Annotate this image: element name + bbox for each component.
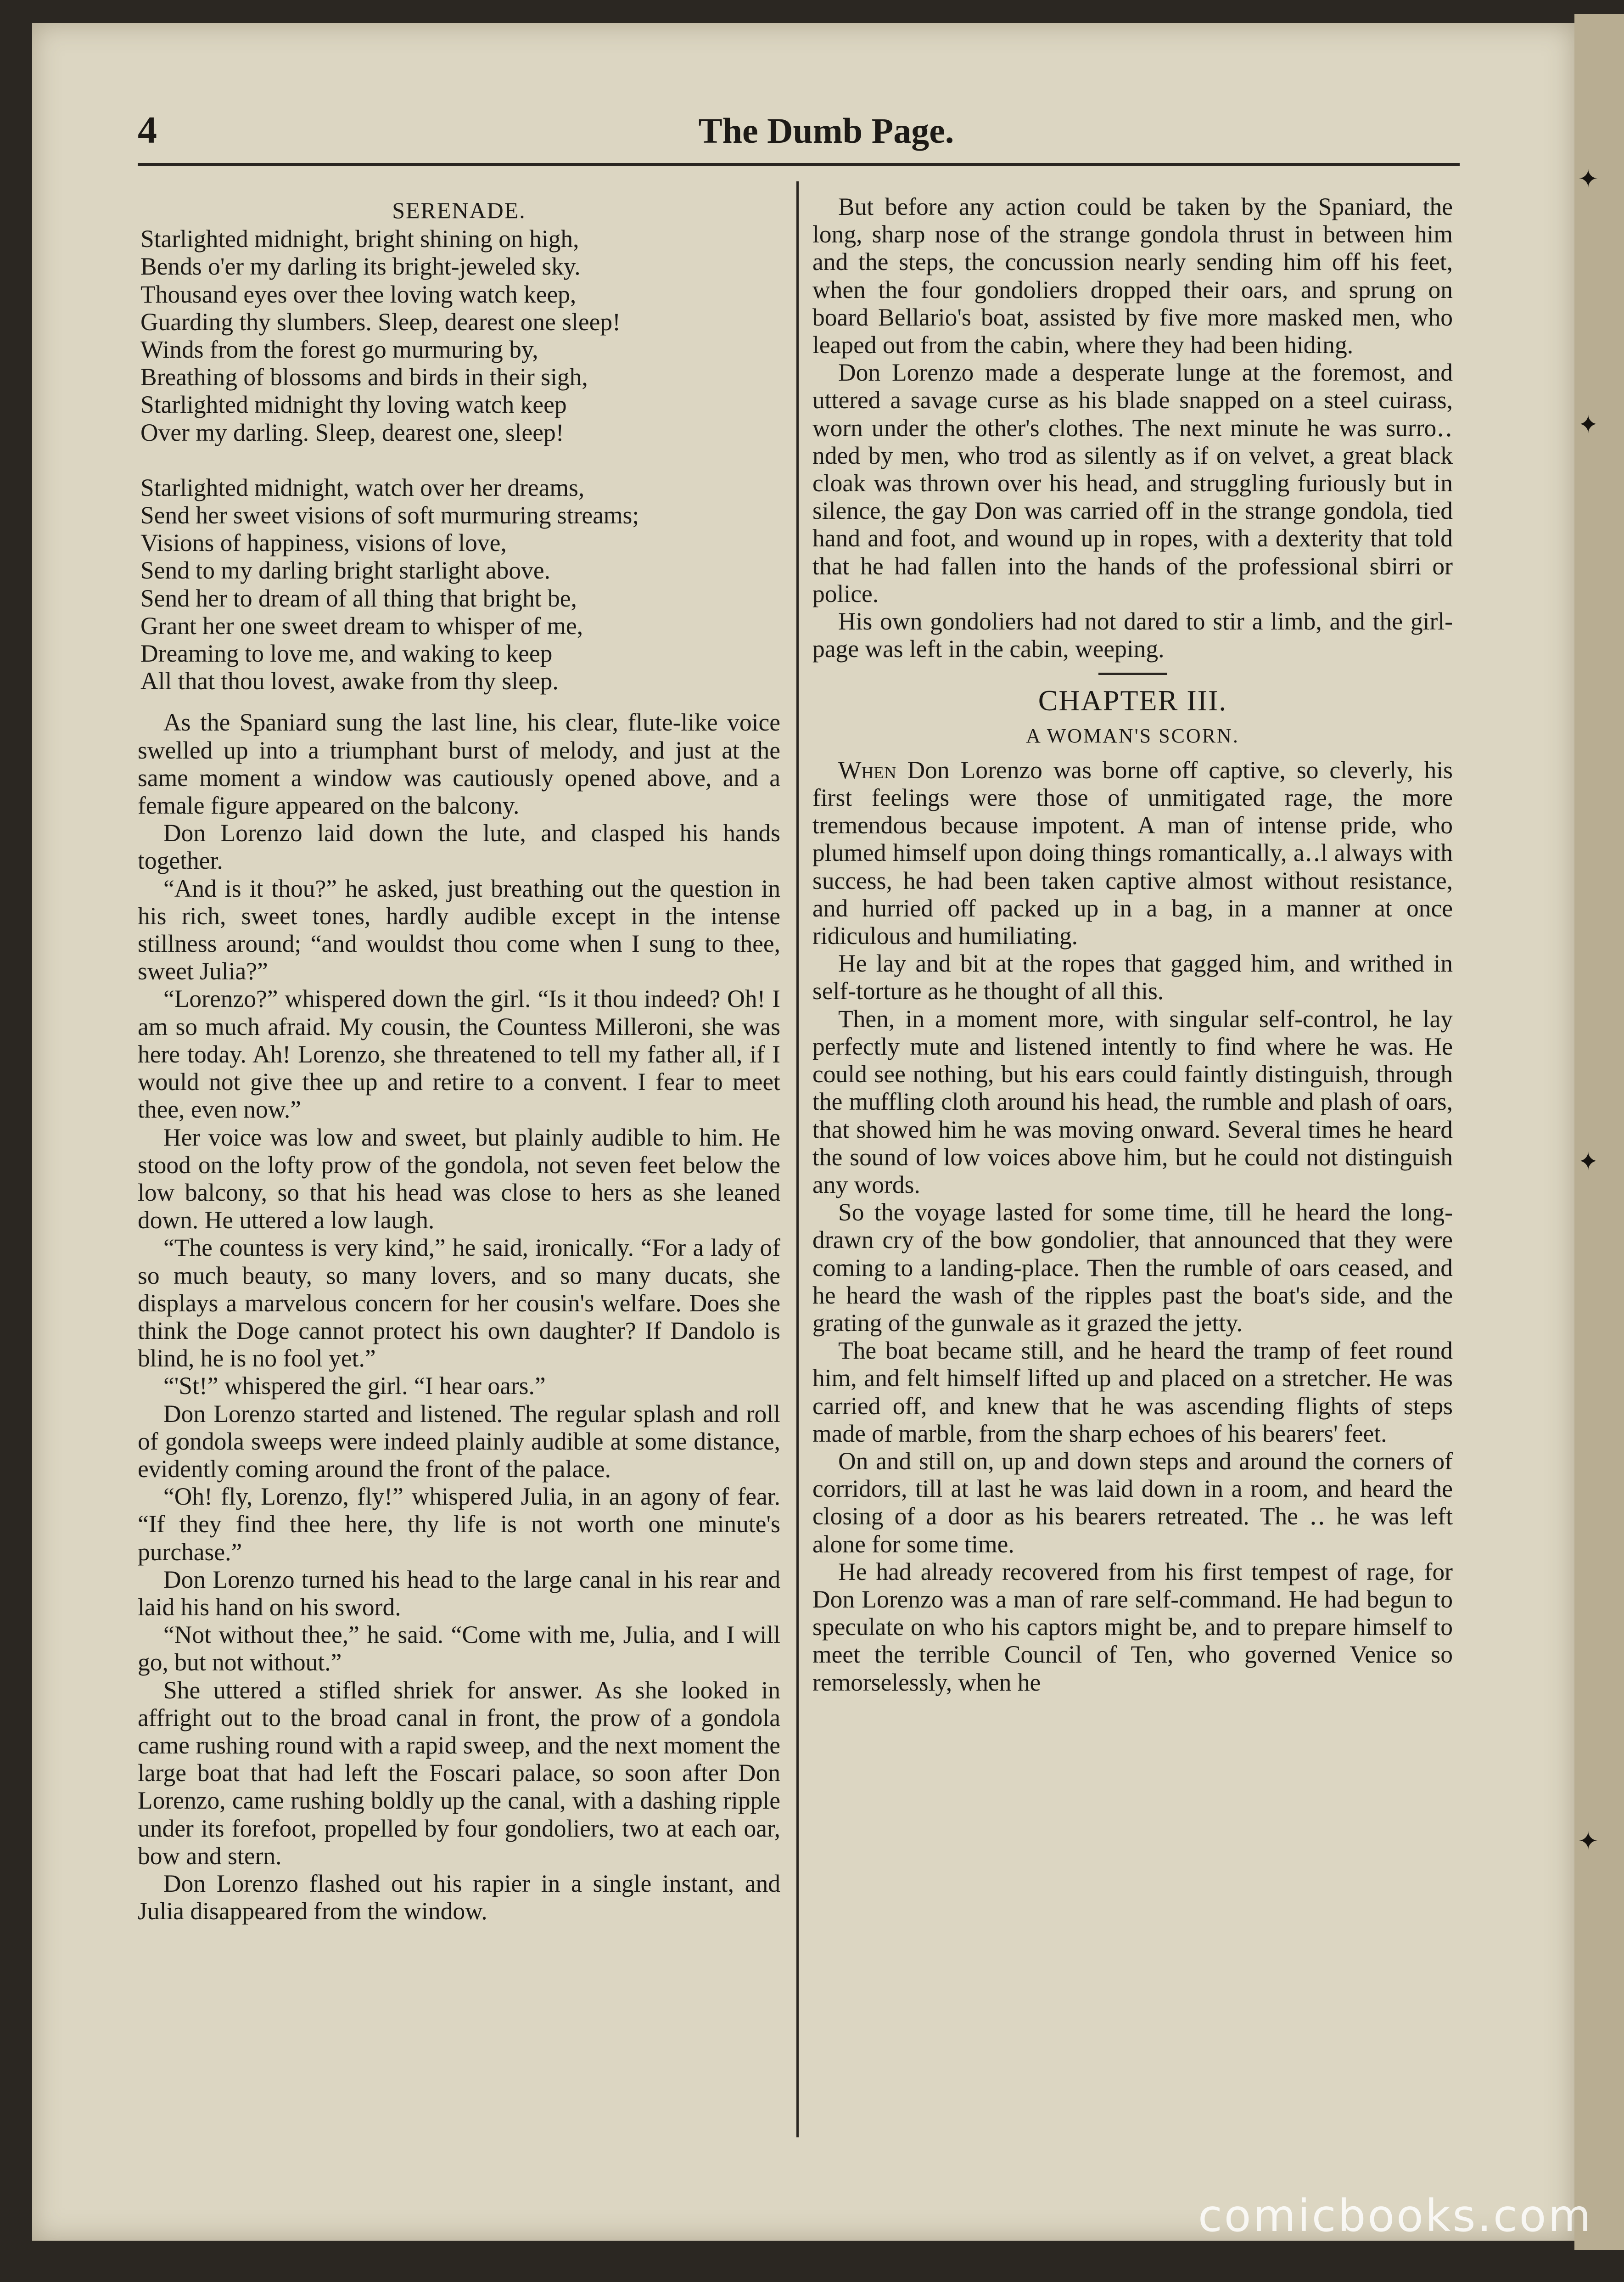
verse-line: All that thou lovest, awake from thy sleep. (140, 667, 559, 695)
verse-line: Send her sweet visions of soft murmuring streams; (140, 501, 639, 529)
verse-line: Grant her one sweet dream to whisper of me, (140, 612, 583, 640)
story-paragraph: “Oh! fly, Lorenzo, fly!” whispered Julia, in an agony of fear. “If they find thee here, thy life is not worth one minute's purchase.” (138, 1483, 780, 1566)
right-column (812, 193, 1453, 2130)
verse-line: Guarding thy slumbers. Sleep, dearest one sleep! (140, 308, 621, 336)
site-watermark: comicbooks.com (1198, 2190, 1593, 2242)
verse-line: Starlighted midnight, bright shining on high, (140, 225, 579, 253)
story-paragraph: “'St!” whispered the girl. “I hear oars.” (163, 1372, 546, 1400)
verse-line: Send to my darling bright starlight above. (140, 556, 551, 585)
paragraph-text: Don Lorenzo was borne off captive, so cleverly, his first feelings were those of unmitigated rage, the more tremendous because impotent. A man of intense pride, who plumed himself upon doing things romantically, a‥l always with success, he had been taken captive almost without resistance, and hurried off packed up in a bag, in a manner at once ridiculous and humiliating. (812, 756, 1453, 950)
verse-line: Starlighted midnight thy loving watch keep (140, 391, 567, 419)
chapter-subtitle: A WOMAN'S SCORN. (1026, 724, 1239, 747)
story-paragraph: She uttered a stifled shriek for answer. As she looked in affright out to the broad canal in front, the prow of a gondola came rushing round with a rapid sweep, and the next moment the large boat that had left the Foscari palace, so soon after Don Lorenzo, came rushing boldly up the canal, with a dashing ripple under its forefoot, propelled by four gondoliers, two at each oar, bow and stern. (138, 1676, 780, 1870)
binding-stitch: ✦ (1578, 1827, 1599, 1855)
story-paragraph: Her voice was low and sweet, but plainly audible to him. He stood on the lofty prow of the gondola, not seven feet below the low balcony, so that his head was close to hers as she leaned down. He uttered a low laugh. (138, 1123, 780, 1234)
chapter-heading: CHAPTER III. (1038, 684, 1227, 717)
story-paragraph: “Not without thee,” he said. “Come with me, Julia, and I will go, but not without.” (138, 1621, 780, 1676)
verse-line: Bends o'er my darling its bright-jeweled sky. (140, 253, 581, 281)
verse-line: Winds from the forest go murmuring by, (140, 336, 538, 364)
story-paragraph: Don Lorenzo made a desperate lunge at the foremost, and uttered a savage curse as his blade snapped on a steel cuirass, worn under the other's clothes. The next minute he was surro‥nded by men, who trod as silently as if on velvet, a great black cloak was thrown over his head, and struggling furiously but in silence, the gay Don was carried off in the strange gondola, tied hand and foot, and wound up in ropes, with a dexterity that told that he had fallen into the hands of the professional sbirri or police. (812, 359, 1453, 607)
poem (138, 197, 780, 695)
story-paragraph: But before any action could be taken by the Spaniard, the long, sharp nose of the strange gondola thrust in between him and the steps, the concussion nearly sending him off his feet, when the four gondoliers dropped their oars, and sprung on board Bellario's boat, assisted by five more masked men, who leaped out from the cabin, where they had been hiding. (812, 193, 1453, 359)
story-paragraph: He lay and bit at the ropes that gagged him, and writhed in self-torture as he thought of all this. (812, 950, 1453, 1005)
verse-line: Thousand eyes over thee loving watch keep, (140, 280, 577, 308)
story-paragraph (812, 756, 1453, 950)
story-paragraph: As the Spaniard sung the last line, his clear, flute-like voice swelled up into a triumphant burst of melody, and just at the same moment a window was cautiously opened above, and a female figure appeared on the balcony. (138, 708, 780, 820)
section-rule (1098, 673, 1167, 675)
binding-edge (1574, 14, 1624, 2250)
page-number: 4 (138, 109, 157, 152)
story-paragraph: “The countess is very kind,” he said, ironically. “For a lady of so much beauty, so many lovers, and so many ducats, she displays a marvelous concern for her cousin's welfare. Does she think the Doge cannot protect his own daughter? If Dandolo is blind, he is no fool yet.” (138, 1234, 780, 1372)
story-paragraph: He had already recovered from his first tempest of rage, for Don Lorenzo was a man of rare self-command. He had begun to speculate on who his captors might be, and to prepare himself to meet the terrible Council of Ten, who governed Venice so remorselessly, when he (812, 1557, 1453, 1696)
story-paragraph: Then, in a moment more, with singular self-control, he lay perfectly mute and listened intently to find where he was. He could see nothing, but his ears could faintly distinguish, through the muffling cloth around his head, the rumble and plash of oars, that showed him he was moving onward. Several times he heard the sound of low voices above him, but he could not distinguish any words. (812, 1005, 1453, 1198)
verse-line: Over my darling. Sleep, dearest one, sleep! (140, 418, 564, 446)
verse-line: Dreaming to love me, and waking to keep (140, 640, 553, 668)
drop-lead-word: When (838, 756, 896, 784)
story-paragraph: “And is it thou?” he asked, just breathing out the question in his rich, sweet tones, hardly audible except in the intense stillness around; “and wouldst thou come when I sung to thee, sweet Julia?” (138, 874, 780, 985)
story-paragraph: Don Lorenzo started and listened. The regular splash and roll of gondola sweeps were indeed plainly audible at some distance, evidently coming around the front of the palace. (138, 1400, 780, 1483)
story-paragraph: On and still on, up and down steps and around the corners of corridors, till at last he was laid down in a room, and heard the closing of a door as his bearers retreated. The ‥ he was left alone for some time. (812, 1447, 1453, 1558)
poem-title: SERENADE. (392, 197, 526, 223)
verse-line: Starlighted midnight, watch over her dreams, (140, 473, 585, 501)
binding-stitch: ✦ (1578, 164, 1599, 193)
story-paragraph: Don Lorenzo turned his head to the large canal in his rear and laid his hand on his sword. (138, 1565, 780, 1621)
column-divider (796, 181, 799, 2137)
binding-stitch: ✦ (1578, 1147, 1599, 1176)
verse-line: Visions of happiness, visions of love, (140, 529, 507, 557)
story-paragraph: His own gondoliers had not dared to stir a limb, and the girl-page was left in the cabin, weeping. (812, 607, 1453, 663)
story-paragraph: “Lorenzo?” whispered down the girl. “Is it thou indeed? Oh! I am so much afraid. My cousin, the Countess Milleroni, she was here today. Ah! Lorenzo, she threatened to tell my father all, if I would not give thee up and retire to a convent. I fear to meet thee, even now.” (138, 985, 780, 1124)
verse-line: Breathing of blossoms and birds in their sigh, (140, 363, 588, 391)
story-paragraph: Don Lorenzo flashed out his rapier in a single instant, and Julia disappeared from the window. (138, 1869, 780, 1925)
header-rule (138, 163, 1460, 166)
left-column (138, 193, 780, 2130)
running-title: The Dumb Page. (698, 111, 954, 151)
poem-stanza (140, 474, 780, 695)
verse-line: Send her to dream of all thing that bright be, (140, 584, 577, 612)
story-paragraph: The boat became still, and he heard the tramp of feet round him, and felt himself lifted up and placed on a stretcher. He was carried off, and knew that he was ascending flights of steps made of marble, from the sharp echoes of his bearers' feet. (812, 1337, 1453, 1447)
poem-stanza (140, 225, 780, 446)
binding-stitch: ✦ (1578, 410, 1599, 439)
story-paragraph: So the voyage lasted for some time, till he heard the long-drawn cry of the bow gondolier, that announced that they were coming to a landing-place. Then the rumble of oars ceased, and he heard the wash of the ripples past the boat's side, and the grating of the gunwale as it grazed the jetty. (812, 1198, 1453, 1337)
story-paragraph: Don Lorenzo laid down the lute, and clasped his hands together. (138, 819, 780, 875)
